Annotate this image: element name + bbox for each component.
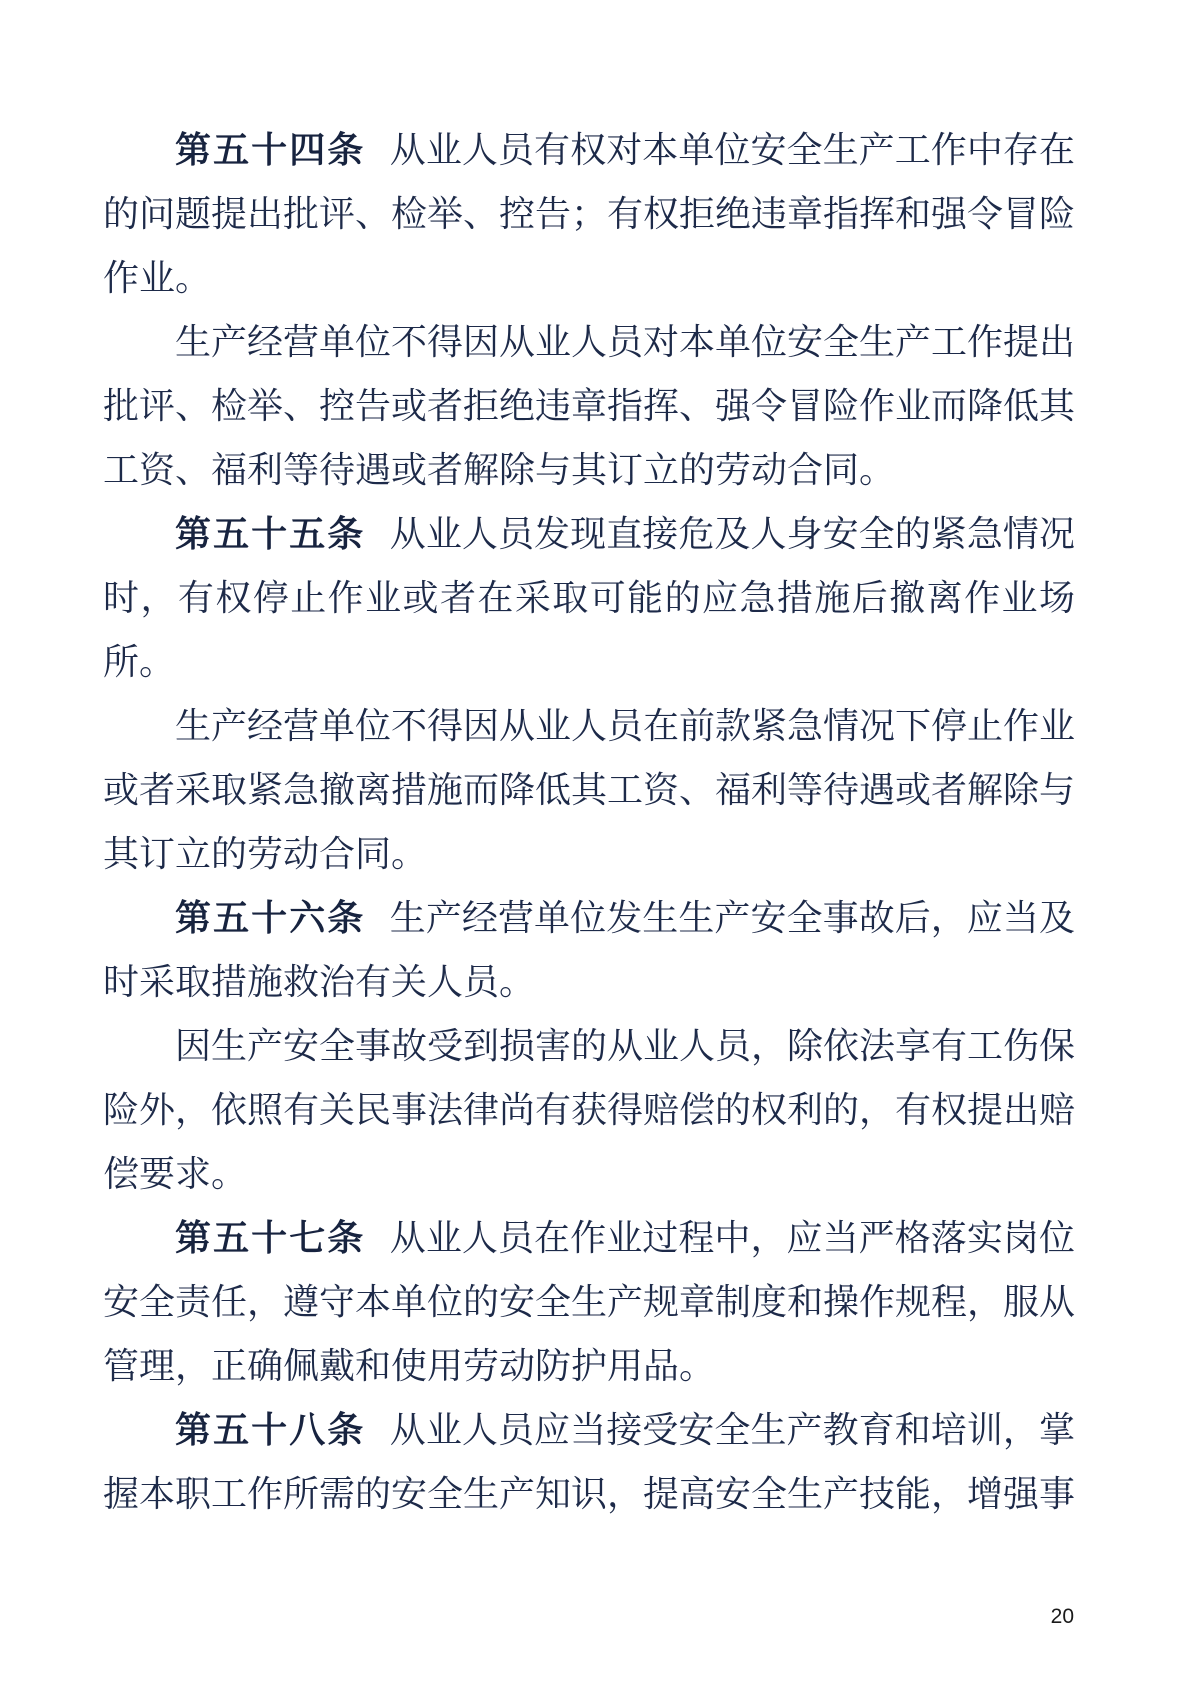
law-article-paragraph xyxy=(103,1014,1075,1206)
article-text: 从业人员有权对本单位安全生产工作中存在的问题提出批评、检举、控告；有权拒绝违章指挥和强令冒险作业。 xyxy=(103,130,1076,298)
article-text: 生产经营单位发生生产安全事故后，应当及时采取措施救治有关人员。 xyxy=(103,898,1075,1002)
article-text: 从业人员发现直接危及人身安全的紧急情况时，有权停止作业或者在采取可能的应急措施后撤离作业场所。 xyxy=(103,514,1075,682)
article-text: 从业人员在作业过程中，应当严格落实岗位安全责任，遵守本单位的安全生产规章制度和操作规程，服从管理，正确佩戴和使用劳动防护用品。 xyxy=(103,1218,1076,1386)
document-body xyxy=(103,118,1075,1526)
law-article-paragraph xyxy=(103,118,1075,310)
article-text: 生产经营单位不得因从业人员在前款紧急情况下停止作业或者采取紧急撤离措施而降低其工资、福利等待遇或者解除与其订立的劳动合同。 xyxy=(103,706,1076,874)
law-article-paragraph xyxy=(103,886,1075,1014)
law-article-paragraph xyxy=(103,694,1075,886)
article-number: 第五十八条 xyxy=(175,1409,366,1450)
article-number: 第五十六条 xyxy=(175,897,366,938)
article-text: 因生产安全事故受到损害的从业人员，除依法享有工伤保险外，依照有关民事法律尚有获得赔偿的权利的，有权提出赔偿要求。 xyxy=(103,1026,1076,1194)
article-text: 生产经营单位不得因从业人员对本单位安全生产工作提出批评、检举、控告或者拒绝违章指挥、强令冒险作业而降低其工资、福利等待遇或者解除与其订立的劳动合同。 xyxy=(103,322,1076,490)
law-article-paragraph xyxy=(103,310,1075,502)
article-text: 从业人员应当接受安全生产教育和培训，掌握本职工作所需的安全生产知识，提高安全生产技能，增强事 xyxy=(103,1410,1076,1514)
article-number: 第五十五条 xyxy=(175,513,366,554)
law-article-paragraph xyxy=(103,1398,1075,1526)
law-article-paragraph xyxy=(103,1206,1075,1398)
law-article-paragraph xyxy=(103,502,1075,694)
article-number: 第五十四条 xyxy=(175,129,366,170)
page-number: 20 xyxy=(1050,1605,1074,1628)
article-number: 第五十七条 xyxy=(175,1217,366,1258)
